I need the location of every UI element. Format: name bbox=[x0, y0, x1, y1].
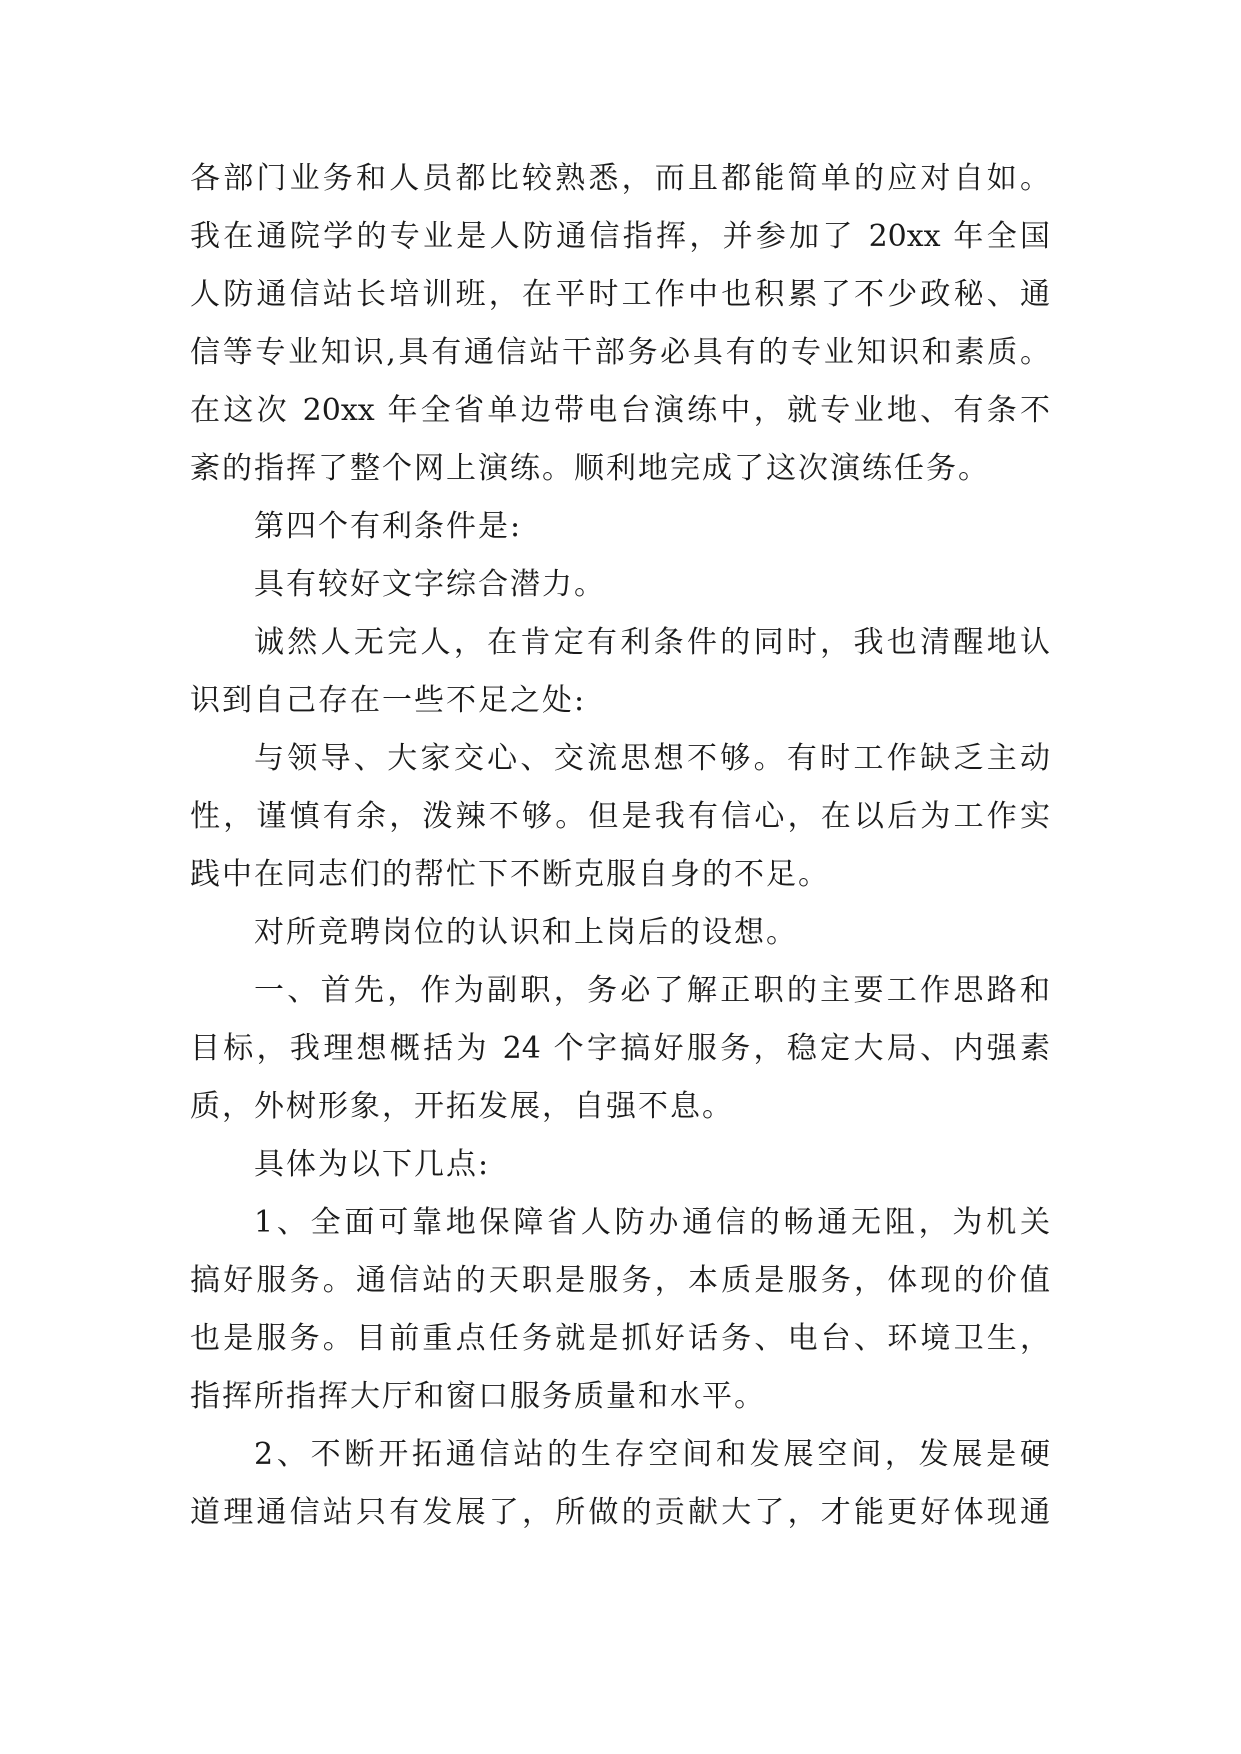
text-line: 质，外树形象，开拓发展，自强不息。 bbox=[190, 1089, 734, 1124]
text-line: 在这次 20xx 年全省单边带电台演练中，就专业地、有条不 bbox=[190, 393, 1050, 428]
text-line: 目标，我理想概括为 24 个字搞好服务，稳定大局、内强素 bbox=[190, 1031, 1050, 1066]
text-line: 具有较好文字综合潜力。 bbox=[254, 567, 606, 602]
text-line: 第四个有利条件是: bbox=[254, 509, 523, 544]
text-line: 人防通信站长培训班，在平时工作中也积累了不少政秘、通 bbox=[190, 277, 1050, 312]
text-line: 性，谨慎有余，泼辣不够。但是我有信心，在以后为工作实 bbox=[190, 799, 1050, 834]
text-line: 一、首先，作为副职，务必了解正职的主要工作思路和 bbox=[254, 973, 1050, 1008]
text-line: 与领导、大家交心、交流思想不够。有时工作缺乏主动 bbox=[254, 741, 1050, 776]
text-line: 对所竞聘岗位的认识和上岗后的设想。 bbox=[254, 915, 798, 950]
text-line: 搞好服务。通信站的天职是服务，本质是服务，体现的价值 bbox=[190, 1263, 1050, 1298]
text-line: 道理通信站只有发展了，所做的贡献大了，才能更好体现通 bbox=[190, 1495, 1050, 1530]
text-line: 紊的指挥了整个网上演练。顺利地完成了这次演练任务。 bbox=[190, 451, 990, 486]
body-text bbox=[190, 150, 1050, 1542]
text-line: 1、全面可靠地保障省人防办通信的畅通无阻，为机关 bbox=[254, 1205, 1050, 1240]
text-line: 也是服务。目前重点任务就是抓好话务、电台、环境卫生， bbox=[190, 1321, 1050, 1356]
text-line: 诚然人无完人，在肯定有利条件的同时，我也清醒地认 bbox=[254, 625, 1050, 660]
text-line: 各部门业务和人员都比较熟悉，而且都能简单的应对自如。 bbox=[190, 161, 1050, 196]
text-line: 指挥所指挥大厅和窗口服务质量和水平。 bbox=[190, 1379, 766, 1414]
text-line: 信等专业知识,具有通信站干部务必具有的专业知识和素质。 bbox=[190, 335, 1050, 370]
text-line: 我在通院学的专业是人防通信指挥，并参加了 20xx 年全国 bbox=[190, 219, 1050, 254]
text-line: 具体为以下几点: bbox=[254, 1147, 491, 1182]
text-line: 识到自己存在一些不足之处: bbox=[190, 683, 587, 718]
text-line: 2、不断开拓通信站的生存空间和发展空间，发展是硬 bbox=[254, 1437, 1050, 1472]
text-line: 践中在同志们的帮忙下不断克服自身的不足。 bbox=[190, 857, 830, 892]
